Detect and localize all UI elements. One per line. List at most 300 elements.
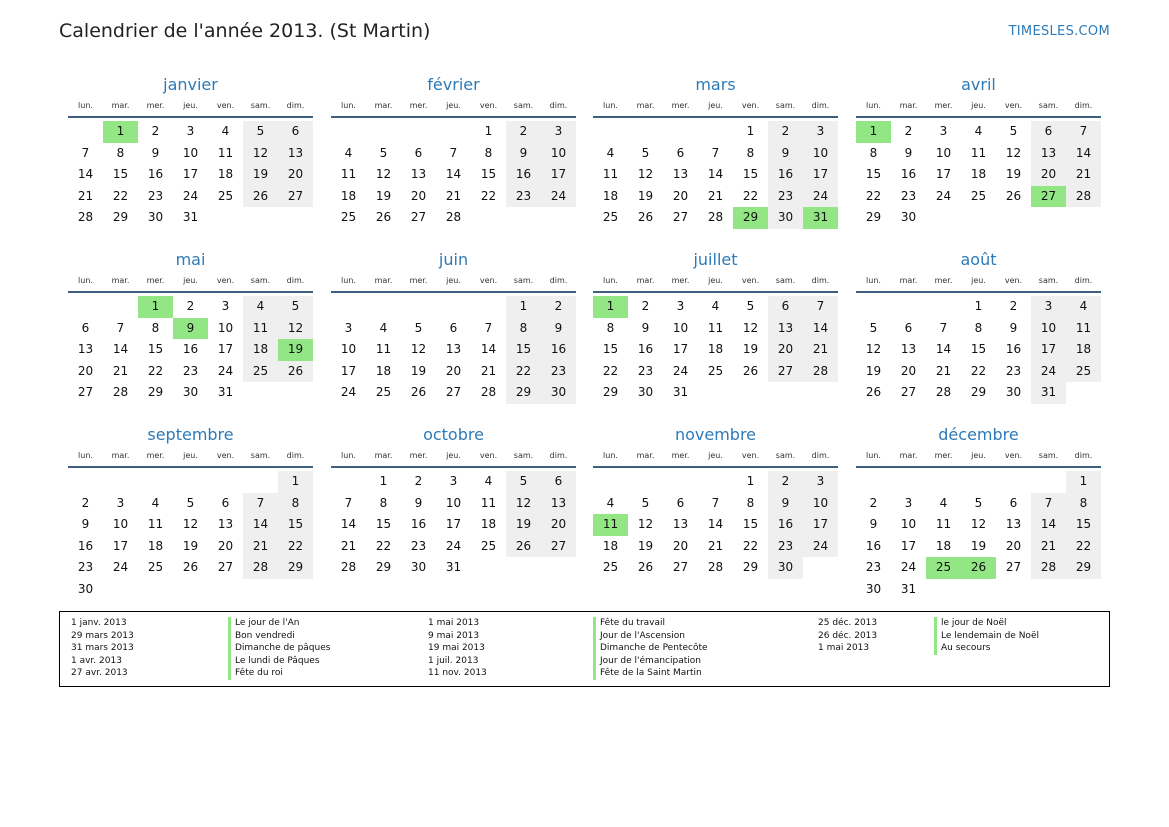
day-cell: 10	[803, 143, 838, 165]
day-cell: 10	[672, 320, 689, 335]
holiday-legend	[59, 611, 1110, 687]
day-cell: 15	[278, 514, 313, 536]
month-name: juin	[438, 250, 469, 269]
day-cell: 15	[742, 517, 759, 531]
day-cell: 25	[602, 210, 619, 224]
day-cell: 12	[182, 517, 199, 531]
day-cell: 19	[243, 164, 278, 186]
day-cell: 16	[410, 517, 427, 531]
day-cell: 14	[935, 342, 952, 356]
day-cell: 15	[1066, 514, 1101, 536]
weekday-label: sam.	[250, 101, 271, 110]
day-cell: 19	[410, 363, 427, 378]
day-grid	[593, 468, 838, 579]
day-cell: 16	[1005, 342, 1022, 356]
empty-cell	[926, 471, 961, 493]
day-cell: 27	[900, 385, 917, 399]
weekday-header	[856, 448, 1101, 468]
day-cell: 12	[865, 342, 882, 356]
day-cell: 25	[1066, 361, 1101, 383]
day-cell: 27	[672, 560, 689, 574]
weekday-label: jeu.	[971, 276, 986, 285]
empty-cell	[68, 471, 103, 493]
empty-cell	[856, 296, 891, 318]
weekday-label: ven.	[741, 276, 760, 285]
legend-holiday-name: Jour de l'émancipation	[593, 655, 708, 668]
day-cell: 20	[1005, 538, 1022, 553]
weekday-label: dim.	[1074, 101, 1093, 110]
day-grid	[68, 293, 313, 404]
day-cell: 26	[506, 536, 541, 558]
empty-cell	[103, 296, 138, 318]
day-cell: 21	[445, 188, 462, 203]
weekday-label: mar.	[111, 101, 130, 110]
weekday-header	[593, 448, 838, 468]
day-cell: 4	[221, 124, 230, 138]
day-cell: 30	[865, 581, 882, 596]
day-cell: 29	[112, 210, 129, 224]
weekday-label: jeu.	[708, 276, 723, 285]
day-cell: 15	[970, 342, 987, 356]
weekday-label: sam.	[513, 101, 534, 110]
day-cell: 9	[414, 495, 423, 510]
day-grid	[593, 293, 838, 404]
day-grid	[331, 293, 576, 404]
empty-cell	[698, 121, 733, 143]
day-cell: 31	[217, 385, 234, 399]
day-cell: 9	[641, 320, 650, 335]
day-cell: 15	[602, 342, 619, 356]
day-cell: 3	[676, 299, 685, 313]
day-cell: 3	[803, 121, 838, 143]
day-cell: 26	[637, 210, 654, 224]
legend-date: 1 janv. 2013	[71, 618, 127, 628]
day-cell: 7	[344, 495, 353, 510]
month-block	[331, 424, 576, 579]
weekday-label: mer.	[409, 451, 428, 460]
day-cell: 20	[1031, 164, 1066, 186]
day-cell: 16	[768, 164, 803, 186]
day-cell: 26	[243, 186, 278, 208]
day-cell: 2	[904, 124, 913, 138]
day-cell: 12	[410, 342, 427, 356]
day-cell: 3	[939, 124, 948, 138]
day-cell: 6	[904, 320, 913, 335]
weekday-label: jeu.	[971, 101, 986, 110]
weekday-label: sam.	[513, 451, 534, 460]
day-cell: 8	[484, 145, 493, 160]
day-cell: 11	[217, 145, 234, 160]
day-cell: 8	[151, 320, 160, 335]
day-cell: 27	[410, 210, 427, 224]
day-cell: 20	[217, 538, 234, 553]
weekday-label: lun.	[866, 101, 881, 110]
day-cell: 10	[803, 493, 838, 515]
weekday-label: mer.	[409, 276, 428, 285]
day-grid	[331, 118, 576, 229]
day-cell: 14	[243, 514, 278, 536]
day-cell: 6	[449, 320, 458, 335]
day-cell: 10	[1031, 318, 1066, 340]
weekday-label: ven.	[479, 451, 498, 460]
weekday-label: mar.	[374, 451, 393, 460]
day-cell: 29	[602, 385, 619, 399]
day-cell: 3	[344, 320, 353, 335]
weekday-label: lun.	[341, 101, 356, 110]
weekday-header	[68, 273, 313, 293]
legend-holiday-name: Au secours	[934, 642, 1039, 655]
day-cell: 1	[278, 471, 313, 493]
day-cell: 8	[278, 493, 313, 515]
day-cell: 5	[869, 320, 878, 335]
empty-cell	[856, 471, 891, 493]
weekday-header	[593, 273, 838, 293]
day-cell: 25	[707, 363, 724, 378]
weekday-label: dim.	[1074, 451, 1093, 460]
day-cell: 7	[1066, 121, 1101, 143]
day-cell: 3	[116, 495, 125, 510]
day-cell: 31	[900, 581, 917, 596]
day-cell: 17	[541, 164, 576, 186]
day-cell: 18	[243, 339, 278, 361]
day-cell: 1	[506, 296, 541, 318]
day-cell: 23	[410, 538, 427, 553]
day-cell: 8	[869, 145, 878, 160]
holiday-day-cell: 29	[733, 207, 768, 229]
day-cell: 6	[1031, 121, 1066, 143]
day-cell: 27	[541, 536, 576, 558]
day-cell: 15	[147, 342, 164, 356]
day-cell: 28	[707, 560, 724, 574]
legend-dates-2	[428, 617, 487, 680]
day-cell: 28	[77, 210, 94, 224]
month-name: janvier	[163, 75, 218, 94]
legend-holiday-name: Dimanche de Pentecôte	[593, 642, 708, 655]
weekday-header	[68, 98, 313, 118]
day-grid	[68, 118, 313, 229]
weekday-label: sam.	[250, 451, 271, 460]
day-cell: 13	[900, 342, 917, 356]
day-cell: 24	[445, 538, 462, 553]
day-cell: 24	[935, 188, 952, 203]
day-cell: 1	[746, 124, 755, 138]
day-cell: 13	[77, 342, 94, 356]
day-cell: 22	[480, 188, 497, 203]
day-cell: 16	[637, 342, 654, 356]
day-cell: 8	[506, 318, 541, 340]
day-cell: 2	[1009, 299, 1018, 313]
day-cell: 30	[768, 557, 803, 579]
day-cell: 31	[445, 560, 462, 574]
day-cell: 8	[1066, 493, 1101, 515]
day-cell: 25	[375, 385, 392, 399]
day-cell: 17	[935, 167, 952, 181]
day-cell: 27	[77, 385, 94, 399]
day-cell: 16	[147, 167, 164, 181]
day-cell: 19	[970, 538, 987, 553]
day-cell: 28	[340, 560, 357, 574]
day-cell: 7	[449, 145, 458, 160]
day-cell: 18	[147, 538, 164, 553]
day-cell: 6	[676, 145, 685, 160]
weekday-label: mar.	[374, 276, 393, 285]
day-cell: 28	[480, 385, 497, 399]
weekday-label: dim.	[286, 276, 305, 285]
day-cell: 2	[541, 296, 576, 318]
day-cell: 12	[970, 517, 987, 531]
day-cell: 26	[375, 210, 392, 224]
day-cell: 23	[900, 188, 917, 203]
day-cell: 23	[541, 361, 576, 383]
day-cell: 8	[116, 145, 125, 160]
weekday-label: lun.	[866, 451, 881, 460]
day-cell: 4	[1066, 296, 1101, 318]
holiday-day-cell: 1	[103, 121, 138, 143]
day-cell: 3	[221, 299, 230, 313]
day-cell: 7	[484, 320, 493, 335]
day-cell: 28	[445, 210, 462, 224]
day-cell: 10	[445, 495, 462, 510]
day-cell: 11	[707, 320, 724, 335]
day-cell: 16	[541, 339, 576, 361]
empty-cell	[961, 471, 996, 493]
legend-holiday-name: Fête du roi	[228, 667, 330, 680]
day-cell: 17	[672, 342, 689, 356]
day-cell: 26	[1005, 188, 1022, 203]
day-cell: 11	[375, 342, 392, 356]
day-cell: 6	[676, 495, 685, 510]
day-cell: 14	[803, 318, 838, 340]
weekday-label: ven.	[479, 101, 498, 110]
day-cell: 12	[742, 320, 759, 335]
weekday-label: lun.	[866, 276, 881, 285]
weekday-label: jeu.	[708, 101, 723, 110]
day-cell: 6	[1009, 495, 1018, 510]
day-cell: 12	[278, 318, 313, 340]
day-cell: 30	[77, 581, 94, 596]
weekday-label: mar.	[899, 276, 918, 285]
day-cell: 23	[637, 363, 654, 378]
day-cell: 29	[147, 385, 164, 399]
holiday-day-cell: 1	[593, 296, 628, 318]
month-block	[856, 424, 1101, 600]
day-cell: 22	[742, 538, 759, 553]
day-cell: 22	[602, 363, 619, 378]
day-cell: 18	[340, 188, 357, 203]
page-title: Calendrier de l'année 2013. (St Martin)	[59, 20, 431, 42]
day-cell: 1	[1066, 471, 1101, 493]
legend-date: 1 mai 2013	[818, 643, 870, 653]
month-block	[593, 74, 838, 229]
day-cell: 21	[1031, 536, 1066, 558]
day-cell: 31	[672, 385, 689, 399]
day-cell: 26	[278, 361, 313, 383]
day-cell: 11	[243, 318, 278, 340]
day-cell: 21	[1066, 164, 1101, 186]
day-cell: 4	[484, 474, 493, 488]
day-cell: 10	[340, 342, 357, 356]
day-cell: 20	[410, 188, 427, 203]
weekday-label: sam.	[1038, 451, 1059, 460]
day-cell: 18	[217, 167, 234, 181]
day-cell: 30	[182, 385, 199, 399]
weekday-label: mer.	[934, 276, 953, 285]
day-cell: 24	[340, 385, 357, 399]
day-cell: 8	[974, 320, 983, 335]
month-name: mars	[695, 75, 736, 94]
day-cell: 20	[541, 514, 576, 536]
day-cell: 3	[1031, 296, 1066, 318]
empty-cell	[401, 296, 436, 318]
day-cell: 10	[935, 145, 952, 160]
day-cell: 22	[742, 188, 759, 203]
day-cell: 25	[970, 188, 987, 203]
day-cell: 14	[1066, 143, 1101, 165]
day-cell: 21	[112, 363, 129, 378]
day-cell: 12	[375, 167, 392, 181]
day-grid	[856, 118, 1101, 229]
day-cell: 29	[865, 210, 882, 224]
day-cell: 23	[506, 186, 541, 208]
day-cell: 11	[340, 167, 357, 181]
weekday-label: ven.	[216, 101, 235, 110]
month-block	[856, 249, 1101, 404]
empty-cell	[593, 471, 628, 493]
day-cell: 26	[182, 560, 199, 574]
day-cell: 7	[243, 493, 278, 515]
day-cell: 16	[865, 538, 882, 553]
day-cell: 20	[672, 538, 689, 553]
day-cell: 7	[711, 145, 720, 160]
day-cell: 28	[803, 361, 838, 383]
day-cell: 7	[1031, 493, 1066, 515]
day-cell: 5	[506, 471, 541, 493]
month-name: juillet	[693, 250, 738, 269]
weekday-label: lun.	[78, 451, 93, 460]
weekday-label: sam.	[1038, 276, 1059, 285]
day-cell: 25	[147, 560, 164, 574]
day-cell: 30	[147, 210, 164, 224]
weekday-label: mar.	[636, 276, 655, 285]
day-cell: 6	[278, 121, 313, 143]
legend-date: 11 nov. 2013	[428, 668, 487, 678]
weekday-label: mar.	[899, 451, 918, 460]
legend-dates-3	[818, 617, 877, 655]
day-cell: 26	[865, 385, 882, 399]
month-block	[856, 74, 1101, 229]
day-cell: 2	[81, 495, 90, 510]
day-cell: 23	[768, 186, 803, 208]
legend-holiday-name: Le jour de l'An	[228, 617, 330, 630]
day-cell: 3	[186, 124, 195, 138]
day-cell: 17	[445, 517, 462, 531]
weekday-label: mar.	[374, 101, 393, 110]
day-cell: 1	[746, 474, 755, 488]
day-cell: 4	[711, 299, 720, 313]
day-cell: 9	[151, 145, 160, 160]
weekday-label: jeu.	[446, 451, 461, 460]
day-cell: 13	[217, 517, 234, 531]
day-cell: 23	[182, 363, 199, 378]
day-cell: 9	[869, 517, 878, 531]
weekday-header	[331, 273, 576, 293]
holiday-day-cell: 9	[173, 318, 208, 340]
legend-date: 9 mai 2013	[428, 630, 480, 641]
weekday-label: jeu.	[971, 451, 986, 460]
day-cell: 6	[81, 320, 90, 335]
day-cell: 13	[1031, 143, 1066, 165]
empty-cell	[471, 296, 506, 318]
day-cell: 21	[340, 538, 357, 553]
day-cell: 11	[970, 145, 987, 160]
day-cell: 23	[865, 560, 882, 574]
day-cell: 26	[742, 363, 759, 378]
weekday-label: dim.	[549, 101, 568, 110]
weekday-label: jeu.	[446, 276, 461, 285]
day-cell: 16	[900, 167, 917, 181]
month-name: septembre	[147, 425, 234, 444]
weekday-label: mar.	[636, 101, 655, 110]
day-cell: 30	[900, 210, 917, 224]
day-cell: 19	[637, 538, 654, 553]
day-cell: 3	[449, 474, 458, 488]
day-cell: 4	[151, 495, 160, 510]
day-cell: 16	[768, 514, 803, 536]
day-cell: 11	[480, 495, 497, 510]
day-cell: 22	[112, 188, 129, 203]
weekday-label: lun.	[78, 276, 93, 285]
day-cell: 5	[278, 296, 313, 318]
day-cell: 15	[506, 339, 541, 361]
day-cell: 4	[243, 296, 278, 318]
day-cell: 14	[340, 517, 357, 531]
empty-cell	[698, 471, 733, 493]
day-cell: 26	[410, 385, 427, 399]
day-cell: 28	[707, 210, 724, 224]
day-cell: 18	[480, 517, 497, 531]
holiday-day-cell: 19	[278, 339, 313, 361]
weekday-label: jeu.	[183, 101, 198, 110]
day-cell: 27	[278, 186, 313, 208]
legend-holiday-name: Le lendemain de Noël	[934, 630, 1039, 643]
day-cell: 14	[445, 167, 462, 181]
day-cell: 30	[768, 207, 803, 229]
day-cell: 4	[606, 495, 615, 510]
day-cell: 5	[379, 145, 388, 160]
empty-cell	[173, 471, 208, 493]
day-cell: 18	[602, 188, 619, 203]
empty-cell	[436, 121, 471, 143]
weekday-label: jeu.	[183, 451, 198, 460]
day-cell: 13	[1005, 517, 1022, 531]
day-cell: 15	[112, 167, 129, 181]
day-cell: 24	[900, 560, 917, 574]
weekday-label: mar.	[899, 101, 918, 110]
legend-names-2	[593, 617, 708, 680]
empty-cell	[891, 471, 926, 493]
weekday-label: dim.	[811, 276, 830, 285]
month-name: mai	[175, 250, 206, 269]
legend-holiday-name: Jour de l'Ascension	[593, 630, 708, 643]
day-cell: 31	[1031, 382, 1066, 404]
month-name: août	[960, 250, 997, 269]
brand-link[interactable]: TIMESLES.COM	[1008, 24, 1110, 39]
empty-cell	[331, 121, 366, 143]
legend-date: 29 mars 2013	[71, 630, 134, 641]
day-cell: 17	[340, 363, 357, 378]
weekday-label: ven.	[1004, 101, 1023, 110]
day-cell: 25	[602, 560, 619, 574]
